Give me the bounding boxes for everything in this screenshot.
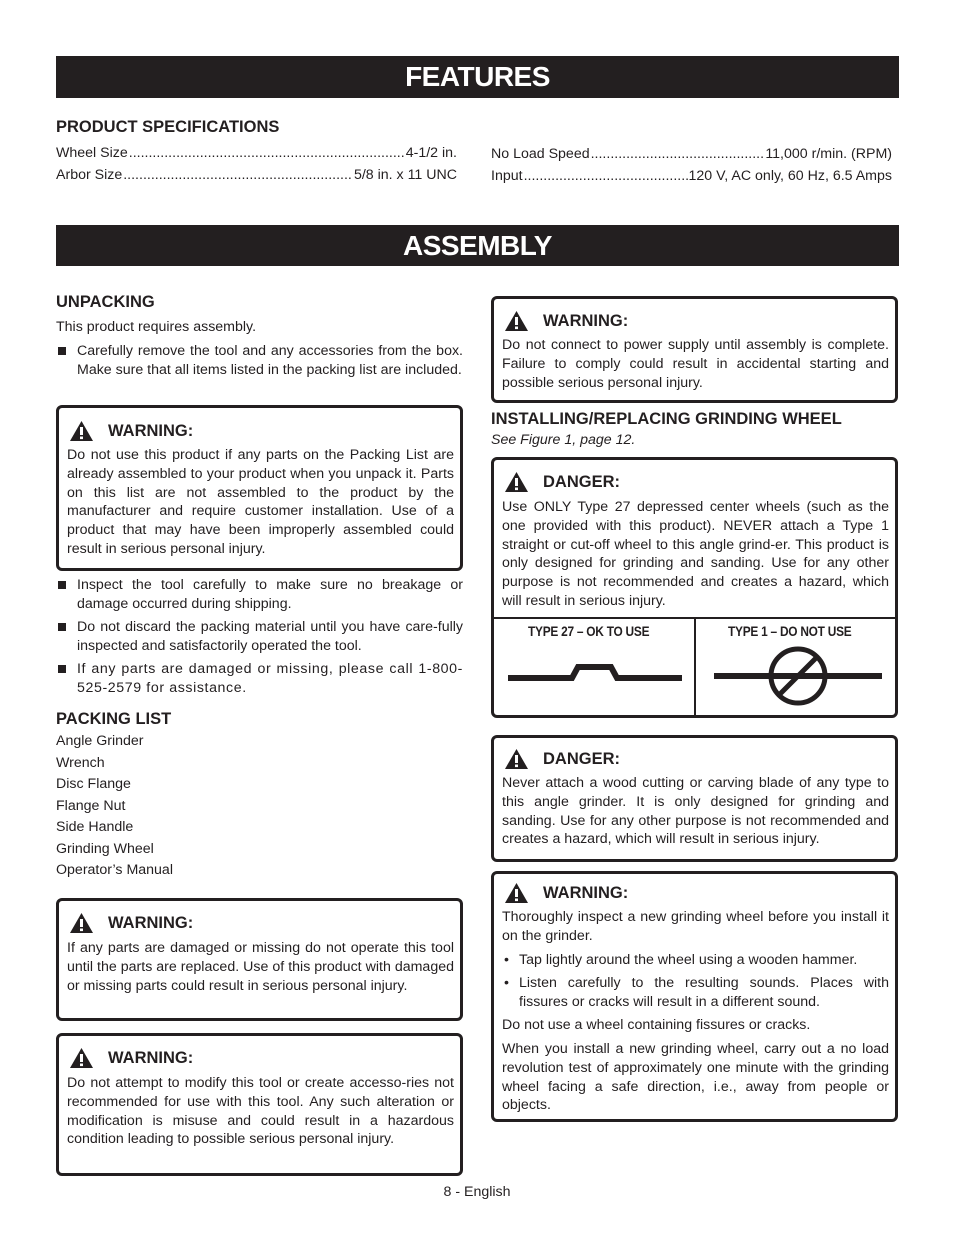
unpacking-bullet-2: [56, 576, 463, 613]
leader-dots: [123, 167, 353, 183]
warning-box-modify-tool: [56, 1033, 463, 1176]
spec-arbor-size: [56, 167, 457, 183]
bullet-square: [58, 623, 66, 631]
warning-intro: Thoroughly inspect a new grinding wheel before you install it on the grinder.: [502, 909, 889, 944]
danger-text: Never attach a wood cutting or carving blade of any type to this angle grinder. It is only designed for grinding and sanding. Use for any other purpose is not recommended and creates a hazard, which will result in serious injury.: [502, 775, 889, 848]
packing-list-item: Angle Grinder: [56, 733, 144, 749]
danger-header: [504, 471, 620, 493]
bullet-text: Listen carefully to the resulting sounds. Places with fissures or cracks will result in a different sound.: [519, 975, 889, 1010]
warning-text: Do not use this product if any parts on the Packing List are already assembled to your product when you unpack it. Parts on this list are not assembled to the product by the manufacturer and require customer installation. Use of a product that may have been improperly assembled could result in serious personal injury.: [67, 447, 454, 557]
warning-title: WARNING:: [543, 311, 629, 330]
product-specifications-heading: PRODUCT SPECIFICATIONS: [56, 118, 280, 136]
spec-label: Input: [491, 168, 523, 184]
packing-list-item: Side Handle: [56, 819, 134, 835]
warning-triangle-icon: [69, 420, 94, 442]
packing-list-heading: PACKING LIST: [56, 710, 172, 728]
type-27-label: TYPE 27 – OK TO USE: [528, 623, 650, 639]
unpacking-bullet-1: [56, 342, 463, 379]
danger-header: [504, 748, 620, 770]
warning-triangle-icon: [69, 912, 94, 934]
inspect-bullet: [502, 974, 889, 1012]
unpacking-bullet-4: [56, 660, 463, 697]
danger-box-type-27: [491, 457, 898, 718]
figure-column-divider: [694, 619, 696, 715]
warning-title: WARNING:: [108, 421, 194, 440]
warning-paragraph: When you install a new grinding wheel, carry out a no load revolution test of approximately one minute with the grinding wheel facing a safe direction, i.e., away from people or objects.: [502, 1041, 889, 1114]
warning-box-inspect-wheel: [491, 871, 898, 1122]
spec-value: 120 V, AC only, 60 Hz, 6.5 Amps: [688, 168, 892, 184]
type-1-label: TYPE 1 – DO NOT USE: [728, 623, 852, 639]
unpacking-bullet-3: [56, 618, 463, 655]
warning-text: Do not attempt to modify this tool or create accesso-ries not recommended for use with this tool. Any such alteration or modification is misuse and could result in a hazardous condition leading to possible serious personal injury.: [67, 1075, 454, 1148]
spec-value: 5/8 in. x 11 UNC: [353, 167, 457, 183]
inspect-bullet: [502, 951, 889, 970]
warning-header: [504, 882, 628, 904]
type-27-wheel-icon: [506, 658, 686, 688]
assembly-banner: ASSEMBLY: [56, 225, 899, 266]
warning-paragraph: Do not use a wheel containing fissures or cracks.: [502, 1017, 811, 1033]
warning-box-damaged-parts: [56, 898, 463, 1021]
features-banner: FEATURES: [56, 56, 899, 98]
warning-box-power-supply: [491, 296, 898, 403]
warning-title: WARNING:: [108, 913, 194, 932]
leader-dots: [129, 145, 405, 161]
warning-triangle-icon: [504, 748, 529, 770]
danger-text: Use ONLY Type 27 depressed center wheels (such as the one provided with this product). NEVER attach a Type 1 straight or cut-off wheel to this angle grind-er. This product is only designed for grinding and sanding. Use for any other purpose is not recommended and creates a hazard, which will result in serious injury.: [502, 499, 889, 609]
packing-list-item: Wrench: [56, 755, 105, 771]
bullet-text: Carefully remove the tool and any accessories from the box. Make sure that all items listed in the packing list are included.: [77, 343, 463, 378]
warning-header: [69, 1047, 193, 1069]
warning-triangle-icon: [69, 1047, 94, 1069]
installing-subheading: See Figure 1, page 12.: [491, 432, 636, 448]
warning-box-packing-list: [56, 405, 463, 571]
warning-title: WARNING:: [108, 1048, 194, 1067]
spec-label: No Load Speed: [491, 146, 590, 162]
warning-text: Do not connect to power supply until assembly is complete. Failure to comply could result in accidental starting and possible serious personal injury.: [502, 337, 889, 391]
installing-heading: INSTALLING/REPLACING GRINDING WHEEL: [491, 410, 842, 428]
unpacking-heading: UNPACKING: [56, 293, 155, 311]
warning-triangle-icon: [504, 310, 529, 332]
bullet-text: If any parts are damaged or missing, please call 1-800-525-2579 for assistance.: [77, 661, 463, 696]
bullet-text: Do not discard the packing material until you have care-fully inspected and satisfactorily operated the tool.: [77, 619, 463, 654]
danger-title: DANGER:: [543, 749, 620, 768]
spec-no-load-speed: [491, 146, 892, 162]
page-footer: 8 - English: [443, 1184, 511, 1200]
danger-title: DANGER:: [543, 472, 620, 491]
warning-triangle-icon: [504, 471, 529, 493]
spec-wheel-size: [56, 145, 457, 161]
warning-header: [504, 310, 628, 332]
bullet-square: [58, 347, 66, 355]
bullet-dot: •: [504, 952, 509, 968]
bullet-square: [58, 581, 66, 589]
spec-value: 11,000 r/min. (RPM): [765, 146, 892, 162]
warning-header: [69, 912, 193, 934]
bullet-text: Inspect the tool carefully to make sure no breakage or damage occurred during shipping.: [77, 577, 463, 612]
leader-dots: [524, 168, 688, 184]
type-1-wheel-prohibited-icon: [712, 644, 884, 708]
packing-list-item: Operator’s Manual: [56, 862, 173, 878]
leader-dots: [591, 146, 765, 162]
spec-value: 4-1/2 in.: [405, 145, 457, 161]
bullet-square: [58, 665, 66, 673]
spec-label: Wheel Size: [56, 145, 128, 161]
warning-header: [69, 420, 193, 442]
warning-title: WARNING:: [543, 883, 629, 902]
packing-list-item: Grinding Wheel: [56, 841, 154, 857]
danger-box-wood-blade: [491, 735, 898, 862]
bullet-dot: •: [504, 975, 509, 991]
warning-triangle-icon: [504, 882, 529, 904]
unpacking-intro: This product requires assembly.: [56, 319, 257, 335]
spec-label: Arbor Size: [56, 167, 123, 183]
packing-list-item: Flange Nut: [56, 798, 126, 814]
packing-list-item: Disc Flange: [56, 776, 131, 792]
spec-input: [491, 168, 892, 184]
warning-text: If any parts are damaged or missing do not operate this tool until the parts are replaced. Use of this product with damaged or missing parts could result in serious personal injury.: [67, 940, 454, 994]
bullet-text: Tap lightly around the wheel using a wooden hammer.: [519, 952, 858, 968]
